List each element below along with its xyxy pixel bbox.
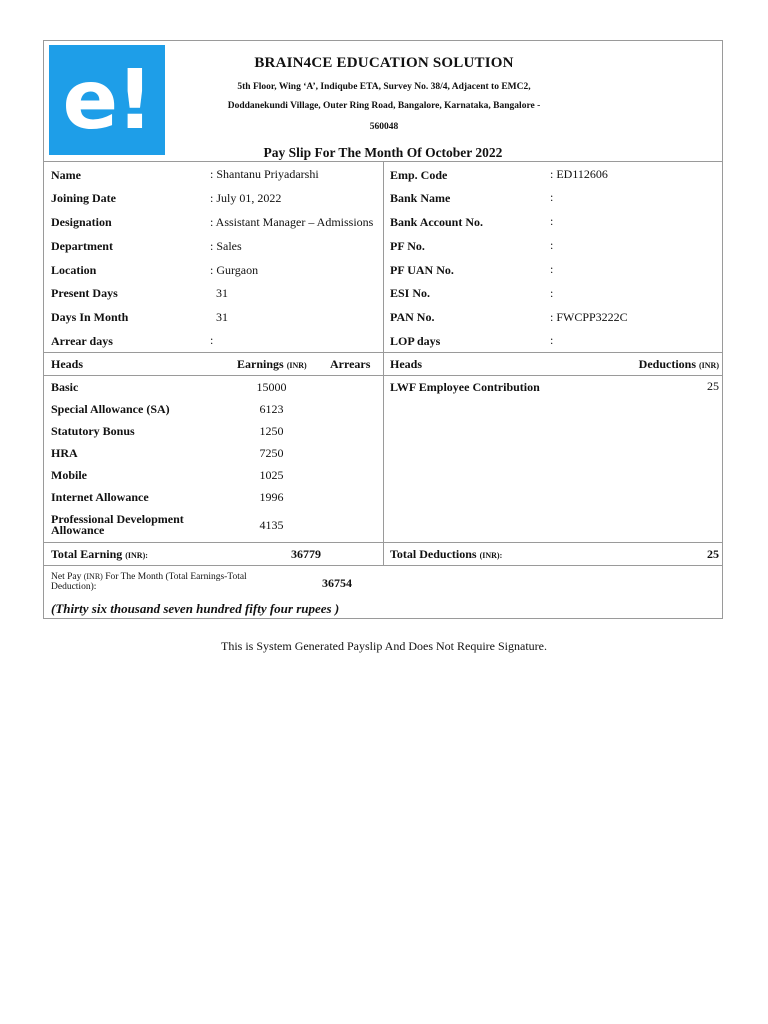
earning-amount: 7250 (259, 446, 284, 460)
header-arrears: Arrears (330, 357, 371, 371)
earning-amount: 15000 (256, 380, 287, 394)
value-pf-uan: : (550, 262, 554, 276)
header-earnings (237, 357, 307, 372)
earning-amount: 6123 (259, 402, 284, 416)
company-name: BRAIN4CE EDUCATION SOLUTION (254, 55, 514, 71)
value-designation: : Assistant Manager – Admissions (210, 215, 374, 229)
net-pay-label-b: For The Month (Total Earnings-Total (105, 572, 247, 582)
slip-title: Pay Slip For The Month Of October 2022 (263, 145, 503, 160)
earning-name: Statutory Bonus (51, 424, 135, 438)
earning-amount: 1025 (259, 468, 284, 482)
label-days-in-month: Days In Month (51, 310, 129, 324)
header-earnings-inr: (INR) (286, 361, 307, 370)
value-bank-name: : (550, 190, 554, 204)
earning-name-line2: Allowance (51, 523, 105, 537)
value-arrear-days: : (210, 333, 214, 347)
net-pay-in-words: (Thirty six thousand seven hundred fifty four rupees ) (51, 601, 340, 616)
label-department: Department (51, 239, 113, 253)
total-earning-inr: (INR): (125, 551, 148, 560)
earning-name: Internet Allowance (51, 490, 149, 504)
deduction-name: LWF Employee Contribution (390, 380, 540, 394)
total-earning-label (51, 547, 148, 562)
earning-amount: 1996 (259, 490, 284, 504)
company-address-line3: 560048 (369, 122, 399, 132)
value-days-in-month: 31 (216, 310, 228, 324)
system-generated-note: This is System Generated Payslip And Does Not Require Signature. (221, 639, 547, 653)
earning-name (51, 514, 184, 536)
label-bank-account: Bank Account No. (390, 215, 484, 229)
label-present-days: Present Days (51, 286, 118, 300)
header-deductions-label: Deductions (638, 357, 696, 371)
label-pan-no: PAN No. (390, 310, 435, 324)
earning-name: Basic (51, 380, 79, 394)
total-deductions-label (390, 547, 502, 562)
column-divider (383, 161, 384, 565)
total-deductions-value: 25 (707, 547, 719, 561)
label-arrear-days: Arrear days (51, 334, 113, 348)
net-pay-label (51, 572, 301, 592)
label-bank-name: Bank Name (390, 191, 451, 205)
value-joining-date: : July 01, 2022 (210, 191, 282, 205)
label-pf-no: PF No. (390, 239, 425, 253)
label-joining-date: Joining Date (51, 191, 117, 205)
payslip-container (43, 40, 723, 619)
company-address-line1: 5th Floor, Wing ‘A’, Indiqube ETA, Survey No. 38/4, Adjacent to EMC2, (237, 82, 531, 92)
label-emp-code: Emp. Code (390, 168, 448, 182)
label-esi-no: ESI No. (390, 286, 431, 300)
earning-name: Special Allowance (SA) (51, 402, 170, 416)
label-name: Name (51, 168, 81, 182)
earning-name: Mobile (51, 468, 87, 482)
value-department: : Sales (210, 239, 242, 253)
net-pay-label-c: Deduction): (51, 582, 97, 592)
value-lop-days: : (550, 333, 554, 347)
company-logo (49, 45, 165, 155)
header-deductions (604, 357, 719, 372)
value-emp-code: : ED112606 (550, 167, 608, 181)
divider (44, 565, 722, 566)
deduction-amount: 25 (707, 379, 719, 393)
header-earnings-label: Earnings (237, 357, 284, 371)
value-present-days: 31 (216, 286, 228, 300)
label-lop-days: LOP days (390, 334, 441, 348)
net-pay-label-a: Net Pay (51, 572, 82, 582)
label-location: Location (51, 263, 97, 277)
value-bank-account: : (550, 214, 554, 228)
total-earning-value: 36779 (291, 547, 321, 561)
earning-amount: 4135 (259, 518, 284, 532)
logo-text: e! (62, 52, 152, 148)
value-pan-no: : FWCPP3222C (550, 310, 628, 324)
value-esi-no: : (550, 286, 554, 300)
net-pay-label-inr: (INR) (83, 572, 103, 581)
header-deductions-inr: (INR) (699, 361, 719, 370)
earning-name-line1: Professional Development (51, 512, 184, 526)
header-heads-earnings: Heads (51, 357, 84, 371)
label-designation: Designation (51, 215, 112, 229)
value-location: : Gurgaon (210, 263, 259, 277)
company-address-line2: Doddanekundi Village, Outer Ring Road, Bangalore, Karnataka, Bangalore - (227, 101, 541, 111)
earning-amount: 1250 (259, 424, 284, 438)
label-pf-uan: PF UAN No. (390, 263, 454, 277)
value-name: : Shantanu Priyadarshi (210, 167, 319, 181)
total-deductions-inr: (INR): (479, 551, 503, 560)
value-pf-no: : (550, 238, 554, 252)
total-earning-text: Total Earning (51, 547, 123, 561)
net-pay-value: 36754 (322, 576, 352, 590)
earning-name: HRA (51, 446, 78, 460)
total-deductions-text: Total Deductions (390, 547, 477, 561)
header-heads-deductions: Heads (390, 357, 423, 371)
